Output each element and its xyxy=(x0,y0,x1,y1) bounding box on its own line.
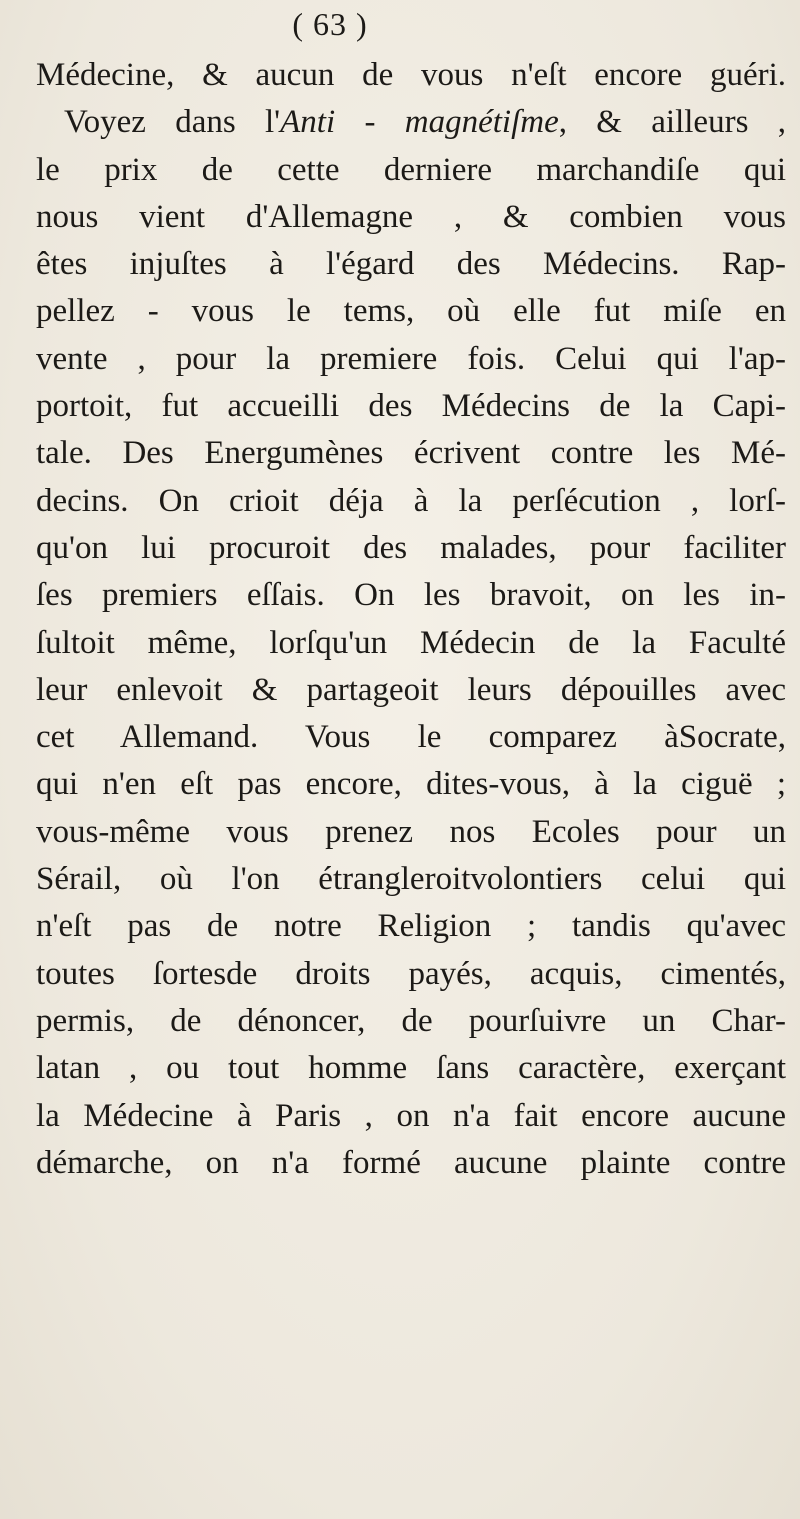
text-line: ſultoit même, lorſqu'un Médecin de la Faculté xyxy=(36,624,786,661)
text-line: êtes injuſtes à l'égard des Médecins. Rap- xyxy=(36,246,786,283)
text-line: latan , ou tout homme ſans caractère, exerçant xyxy=(36,1050,786,1087)
text-line: portoit, fut accueilli des Médecins de la Capi- xyxy=(36,388,786,425)
text-line: Sérail, où l'on étrangleroitvolontiers celui qui xyxy=(36,861,786,898)
text-line: nous vient d'Allemagne , & combien vous xyxy=(36,198,786,235)
text-line: ſes premiers eſſais. On les bravoit, on les in- xyxy=(36,577,786,614)
text-line: le prix de cette derniere marchandiſe qui xyxy=(36,151,786,188)
body-text xyxy=(36,52,786,1187)
text-line: démarche, on n'a formé aucune plainte contre xyxy=(36,1144,786,1181)
page-number: ( 63 ) xyxy=(292,6,368,42)
text-line: qui n'en eſt pas encore, dites-vous, à la ciguë ; xyxy=(36,766,786,803)
book-title-italic: Anti - magnétiſme xyxy=(280,104,559,141)
text-line: cet Allemand. Vous le comparez àSocrate, xyxy=(36,719,786,756)
text-line: permis, de dénoncer, de pourſuivre un Char- xyxy=(36,1002,786,1039)
text-line: la Médecine à Paris , on n'a fait encore aucune xyxy=(36,1097,786,1134)
text-line: pellez - vous le tems, où elle fut miſe en xyxy=(36,293,786,330)
text-line: Médecine, & aucun de vous n'eſt encore guéri. xyxy=(36,57,786,93)
text-line: n'eſt pas de notre Religion ; tandis qu'avec xyxy=(36,908,786,945)
text-line-end: , & ailleurs , xyxy=(558,104,786,141)
text-line: decins. On crioit déja à la perſécution , lorſ- xyxy=(36,482,786,519)
text-line: vous-même vous prenez nos Ecoles pour un xyxy=(36,813,786,850)
text-line-start: Voyez dans l' xyxy=(64,104,281,141)
text-line: toutes ſortesde droits payés, acquis, cimentés, xyxy=(36,955,786,992)
text-line xyxy=(36,99,786,146)
text-line: tale. Des Energumènes écrivent contre les Mé- xyxy=(36,435,786,472)
text-line: qu'on lui procuroit des malades, pour faciliter xyxy=(36,529,786,566)
text-line: vente , pour la premiere fois. Celui qui l'ap- xyxy=(36,340,786,377)
text-line: leur enlevoit & partageoit leurs dépouilles avec xyxy=(36,671,786,708)
